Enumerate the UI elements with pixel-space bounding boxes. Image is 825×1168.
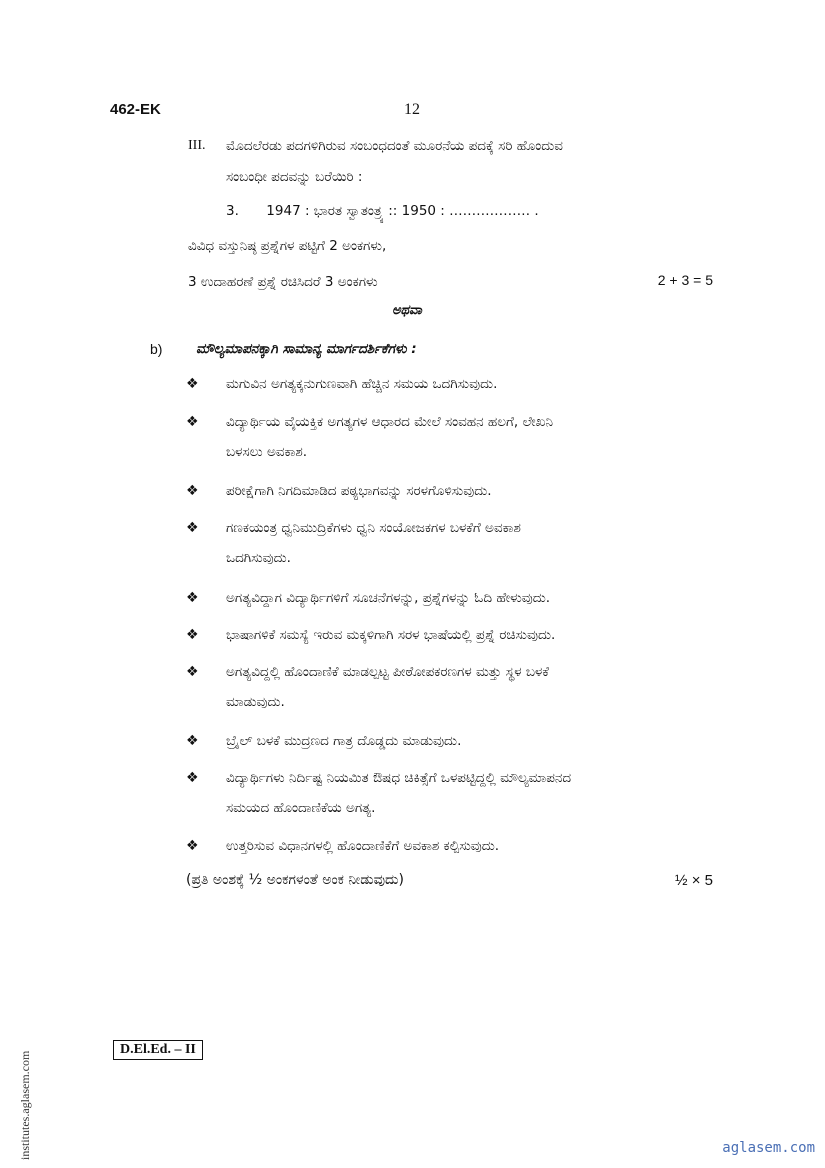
section-b-label: b) (150, 341, 163, 357)
bullet-icon: ❖ (186, 627, 199, 643)
bullet-icon: ❖ (186, 520, 199, 536)
bullet-icon: ❖ (186, 664, 199, 680)
marks-total: 2 + 3 = 5 (657, 272, 713, 288)
marks-line-2: 3 ಉದಾಹರಣೆ ಪ್ರಶ್ನೆ ರಚಿಸಿದರೆ 3 ಅಂಕಗಳು (188, 274, 378, 290)
list-item (226, 518, 714, 568)
list-item-line: ಉತ್ತರಿಸುವ ವಿಧಾನಗಳಲ್ಲಿ ಹೊಂದಾಣಿಕೆಗೆ ಅವಕಾಶ ಕಲ್ಪಿಸುವುದು. (226, 838, 500, 854)
list-item (226, 588, 714, 608)
list-item (226, 625, 714, 645)
list-item-line: ಅಗತ್ಯವಿದ್ದಲ್ಲಿ ಹೊಂದಾಣಿಕೆ ಮಾಡಲ್ಪಟ್ಟ ಪೀಠೋಪಕರಣಗಳ ಮತ್ತು ಸ್ಥಳ ಬಳಕೆ (226, 664, 549, 680)
bullet-icon: ❖ (186, 838, 199, 854)
list-item-line: ಅಗತ್ಯವಿದ್ದಾಗ ವಿದ್ಯಾರ್ಥಿಗಳಿಗೆ ಸೂಚನೆಗಳನ್ನು, ಪ್ರಶ್ನೆಗಳನ್ನು ಓದಿ ಹೇಳುವುದು. (226, 590, 551, 606)
section-label: III. (188, 138, 206, 153)
page-number: 12 (404, 101, 420, 118)
side-watermark: institutes.aglasem.com (18, 1050, 32, 1160)
list-item-line: ಗಣಕಯಂತ್ರ ಧ್ವನಿಮುದ್ರಿಕೆಗಳು ಧ್ವನಿ ಸಂಯೋಜಕಗಳ ಬಳಕೆಗೆ ಅವಕಾಶ (226, 520, 521, 536)
item-text: 1947 : ಭಾರತ ಸ್ವಾತಂತ್ರ್ಯ :: 1950 : ……………… . (266, 203, 539, 219)
list-item (226, 412, 714, 462)
bullet-icon: ❖ (186, 414, 199, 430)
list-item-line: ಪರೀಕ್ಷೆಗಾಗಿ ನಿಗದಿಮಾಡಿದ ಪಠ್ಯಭಾಗವನ್ನು ಸರಳಗೊಳಿಸುವುದು. (226, 483, 492, 499)
section-b-marks: ½ × 5 (675, 872, 713, 889)
list-item-line: ಮಾಡುವುದು. (226, 694, 285, 710)
item-number: 3. (226, 203, 239, 219)
list-item (226, 768, 714, 818)
list-item-line: ಮಗುವಿನ ಅಗತ್ಯಕ್ಕನುಗುಣವಾಗಿ ಹೆಚ್ಚಿನ ಸಮಯ ಒದಗಿಸುವುದು. (226, 376, 498, 392)
list-item-line: ವಿದ್ಯಾರ್ಥಿಯ ವೈಯಕ್ತಿಕ ಅಗತ್ಯಗಳ ಆಧಾರದ ಮೇಲೆ ಸಂವಹನ ಹಲಗೆ, ಲೇಖನಿ (226, 414, 553, 430)
paper-code: 462-EK (110, 101, 161, 118)
question-text (226, 136, 714, 187)
bullet-icon: ❖ (186, 376, 199, 392)
bullet-icon: ❖ (186, 733, 199, 749)
list-item (226, 731, 714, 751)
list-item-line: ಸಮಯದ ಹೊಂದಾಣಿಕೆಯ ಅಗತ್ಯ. (226, 800, 376, 816)
list-item-line: ಬಳಸಲು ಅವಕಾಶ. (226, 444, 308, 460)
course-label: D.El.Ed. – II (113, 1040, 203, 1060)
analogy-item (226, 201, 539, 221)
bullet-icon: ❖ (186, 770, 199, 786)
list-item-line: ಒದಗಿಸುವುದು. (226, 550, 291, 566)
site-watermark: aglasem.com (722, 1140, 815, 1156)
list-item (226, 836, 714, 856)
list-item-line: ಭಾಷಾಗಳಿಕೆ ಸಮಸ್ಯೆ ಇರುವ ಮಕ್ಕಳಿಗಾಗಿ ಸರಳ ಭಾಷೆಯಲ್ಲಿ ಪ್ರಶ್ನೆ ರಚಿಸುವುದು. (226, 627, 556, 643)
list-item (226, 662, 714, 712)
bullet-icon: ❖ (186, 590, 199, 606)
or-separator: ಅಥವಾ (392, 303, 422, 318)
list-item-line: ಬ್ರೈಲ್ ಬಳಕೆ ಮುದ್ರಣದ ಗಾತ್ರ ದೊಡ್ಡದು ಮಾಡುವುದು. (226, 733, 462, 749)
list-item (226, 374, 714, 394)
list-item (226, 481, 714, 501)
bullet-icon: ❖ (186, 483, 199, 499)
list-item-line: ವಿದ್ಯಾರ್ಥಿಗಳು ನಿರ್ದಿಷ್ಟ ನಿಯಮಿತ ಔಷಧ ಚಿಕಿತ್ಸೆಗೆ ಒಳಪಟ್ಟಿದ್ದಲ್ಲಿ ಮೌಲ್ಯಮಾಪನದ (226, 770, 572, 786)
question-line-1: ಮೊದಲೆರಡು ಪದಗಳಿಗಿರುವ ಸಂಬಂಧದಂತೆ ಮೂರನೆಯ ಪದಕ್ಕೆ ಸರಿ ಹೊಂದುವ (226, 138, 563, 154)
marks-line-1: ವಿವಿಧ ವಸ್ತುನಿಷ್ಠ ಪ್ರಶ್ನೆಗಳ ಪಟ್ಟಿಗೆ 2 ಅಂಕಗಳು, (188, 238, 387, 254)
section-b-heading: ಮೌಲ್ಯಮಾಪನಕ್ಕಾಗಿ ಸಾಮಾನ್ಯ ಮಾರ್ಗದರ್ಶಿಕೆಗಳು : (196, 341, 417, 357)
marks-instruction: (ಪ್ರತಿ ಅಂಶಕ್ಕೆ ½ ಅಂಕಗಳಂತೆ ಅಂಕ ನೀಡುವುದು) (186, 872, 404, 888)
question-line-2: ಸಂಬಂಧೀ ಪದವನ್ನು ಬರೆಯಿರಿ : (226, 169, 363, 185)
